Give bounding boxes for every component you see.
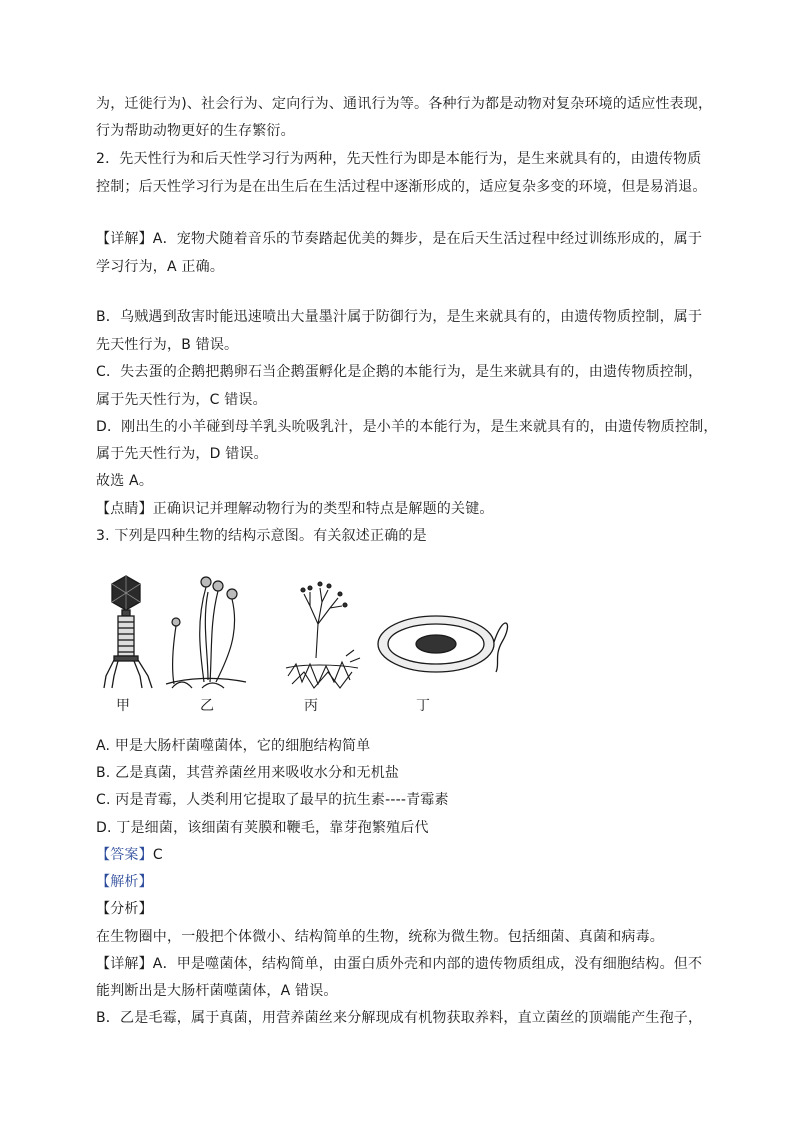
text-line: 【点睛】正确识记并理解动物行为的类型和特点是解题的关键。 [96, 501, 494, 517]
bacteriophage-image [104, 576, 152, 688]
text-line: 2．先天性行为和后天性学习行为两种，先天性行为即是本能行为，是生来就具有的，由遗传物质 [96, 151, 702, 167]
answer-label: 【答案】 [96, 847, 153, 863]
figure-label-ding: 丁 [416, 698, 430, 714]
question-stem: 3. 下列是四种生物的结构示意图。有关叙述正确的是 [96, 528, 427, 544]
answer-line [96, 845, 163, 865]
mucor-image [166, 577, 246, 688]
text-line: 【详解】A．甲是噬菌体，结构简单，由蛋白质外壳和内部的遗传物质组成，没有细胞结构。但不 [96, 956, 703, 972]
text-line: B．乌贼遇到敌害时能迅速喷出大量墨汁属于防御行为，是生来就具有的，由遗传物质控制，属于 [96, 309, 703, 325]
text-line: 故选 A。 [96, 473, 154, 489]
text-line: 为，迁徙行为)、社会行为、定向行为、通讯行为等。各种行为都是动物对复杂环境的适应性表现， [96, 96, 713, 112]
option-c: C. 丙是青霉，人类利用它提取了最早的抗生素----青霉素 [96, 792, 449, 808]
text-line: 学习行为，A 正确。 [96, 259, 225, 275]
organism-figure [96, 572, 516, 692]
text-line: B．乙是毛霉，属于真菌，用营养菌丝来分解现成有机物获取养料，直立菌丝的顶端能产生孢子， [96, 1010, 703, 1026]
figure-label-jia: 甲 [116, 698, 130, 714]
text-line: 【详解】A．宠物犬随着音乐的节奏踏起优美的舞步，是在后天生活过程中经过训练形成的，属于 [96, 231, 703, 247]
figure-label-bing: 丙 [304, 698, 318, 714]
text-line: 属于先天性行为，C 错误。 [96, 392, 267, 408]
bacterium-image [378, 616, 507, 672]
option-a: A. 甲是大肠杆菌噬菌体，它的细胞结构简单 [96, 738, 371, 754]
text-line: 先天性行为，B 错误。 [96, 337, 239, 353]
text-line: 在生物圈中，一般把个体微小、结构简单的生物，统称为微生物。包括细菌、真菌和病毒。 [96, 929, 664, 945]
text-line: 【分析】 [96, 901, 153, 917]
text-line: D．刚出生的小羊碰到母羊乳头吮吸乳汁，是小羊的本能行为，是生来就具有的，由遗传物质控制， [96, 419, 718, 435]
text-line: 能判断出是大肠杆菌噬菌体，A 错误。 [96, 983, 338, 999]
text-line: C．失去蛋的企鹅把鹅卵石当企鹅蛋孵化是企鹅的本能行为，是生来就具有的，由遗传物质控制， [96, 364, 703, 380]
penicillium-image [286, 582, 360, 688]
option-b: B. 乙是真菌，其营养菌丝用来吸收水分和无机盐 [96, 765, 400, 781]
text-line: 属于先天性行为，D 错误。 [96, 446, 268, 462]
option-d: D. 丁是细菌，该细菌有荚膜和鞭毛，靠芽孢繁殖后代 [96, 820, 429, 836]
figure-label-yi: 乙 [200, 698, 214, 714]
answer-value: C [152, 847, 163, 863]
text-line: 控制；后天性学习行为是在出生后在生活过程中逐渐形成的，适应复杂多变的环境，但是易消退。 [96, 179, 707, 195]
analysis-label: 【解析】 [96, 874, 153, 890]
text-line: 行为帮助动物更好的生存繁衍。 [96, 123, 295, 139]
